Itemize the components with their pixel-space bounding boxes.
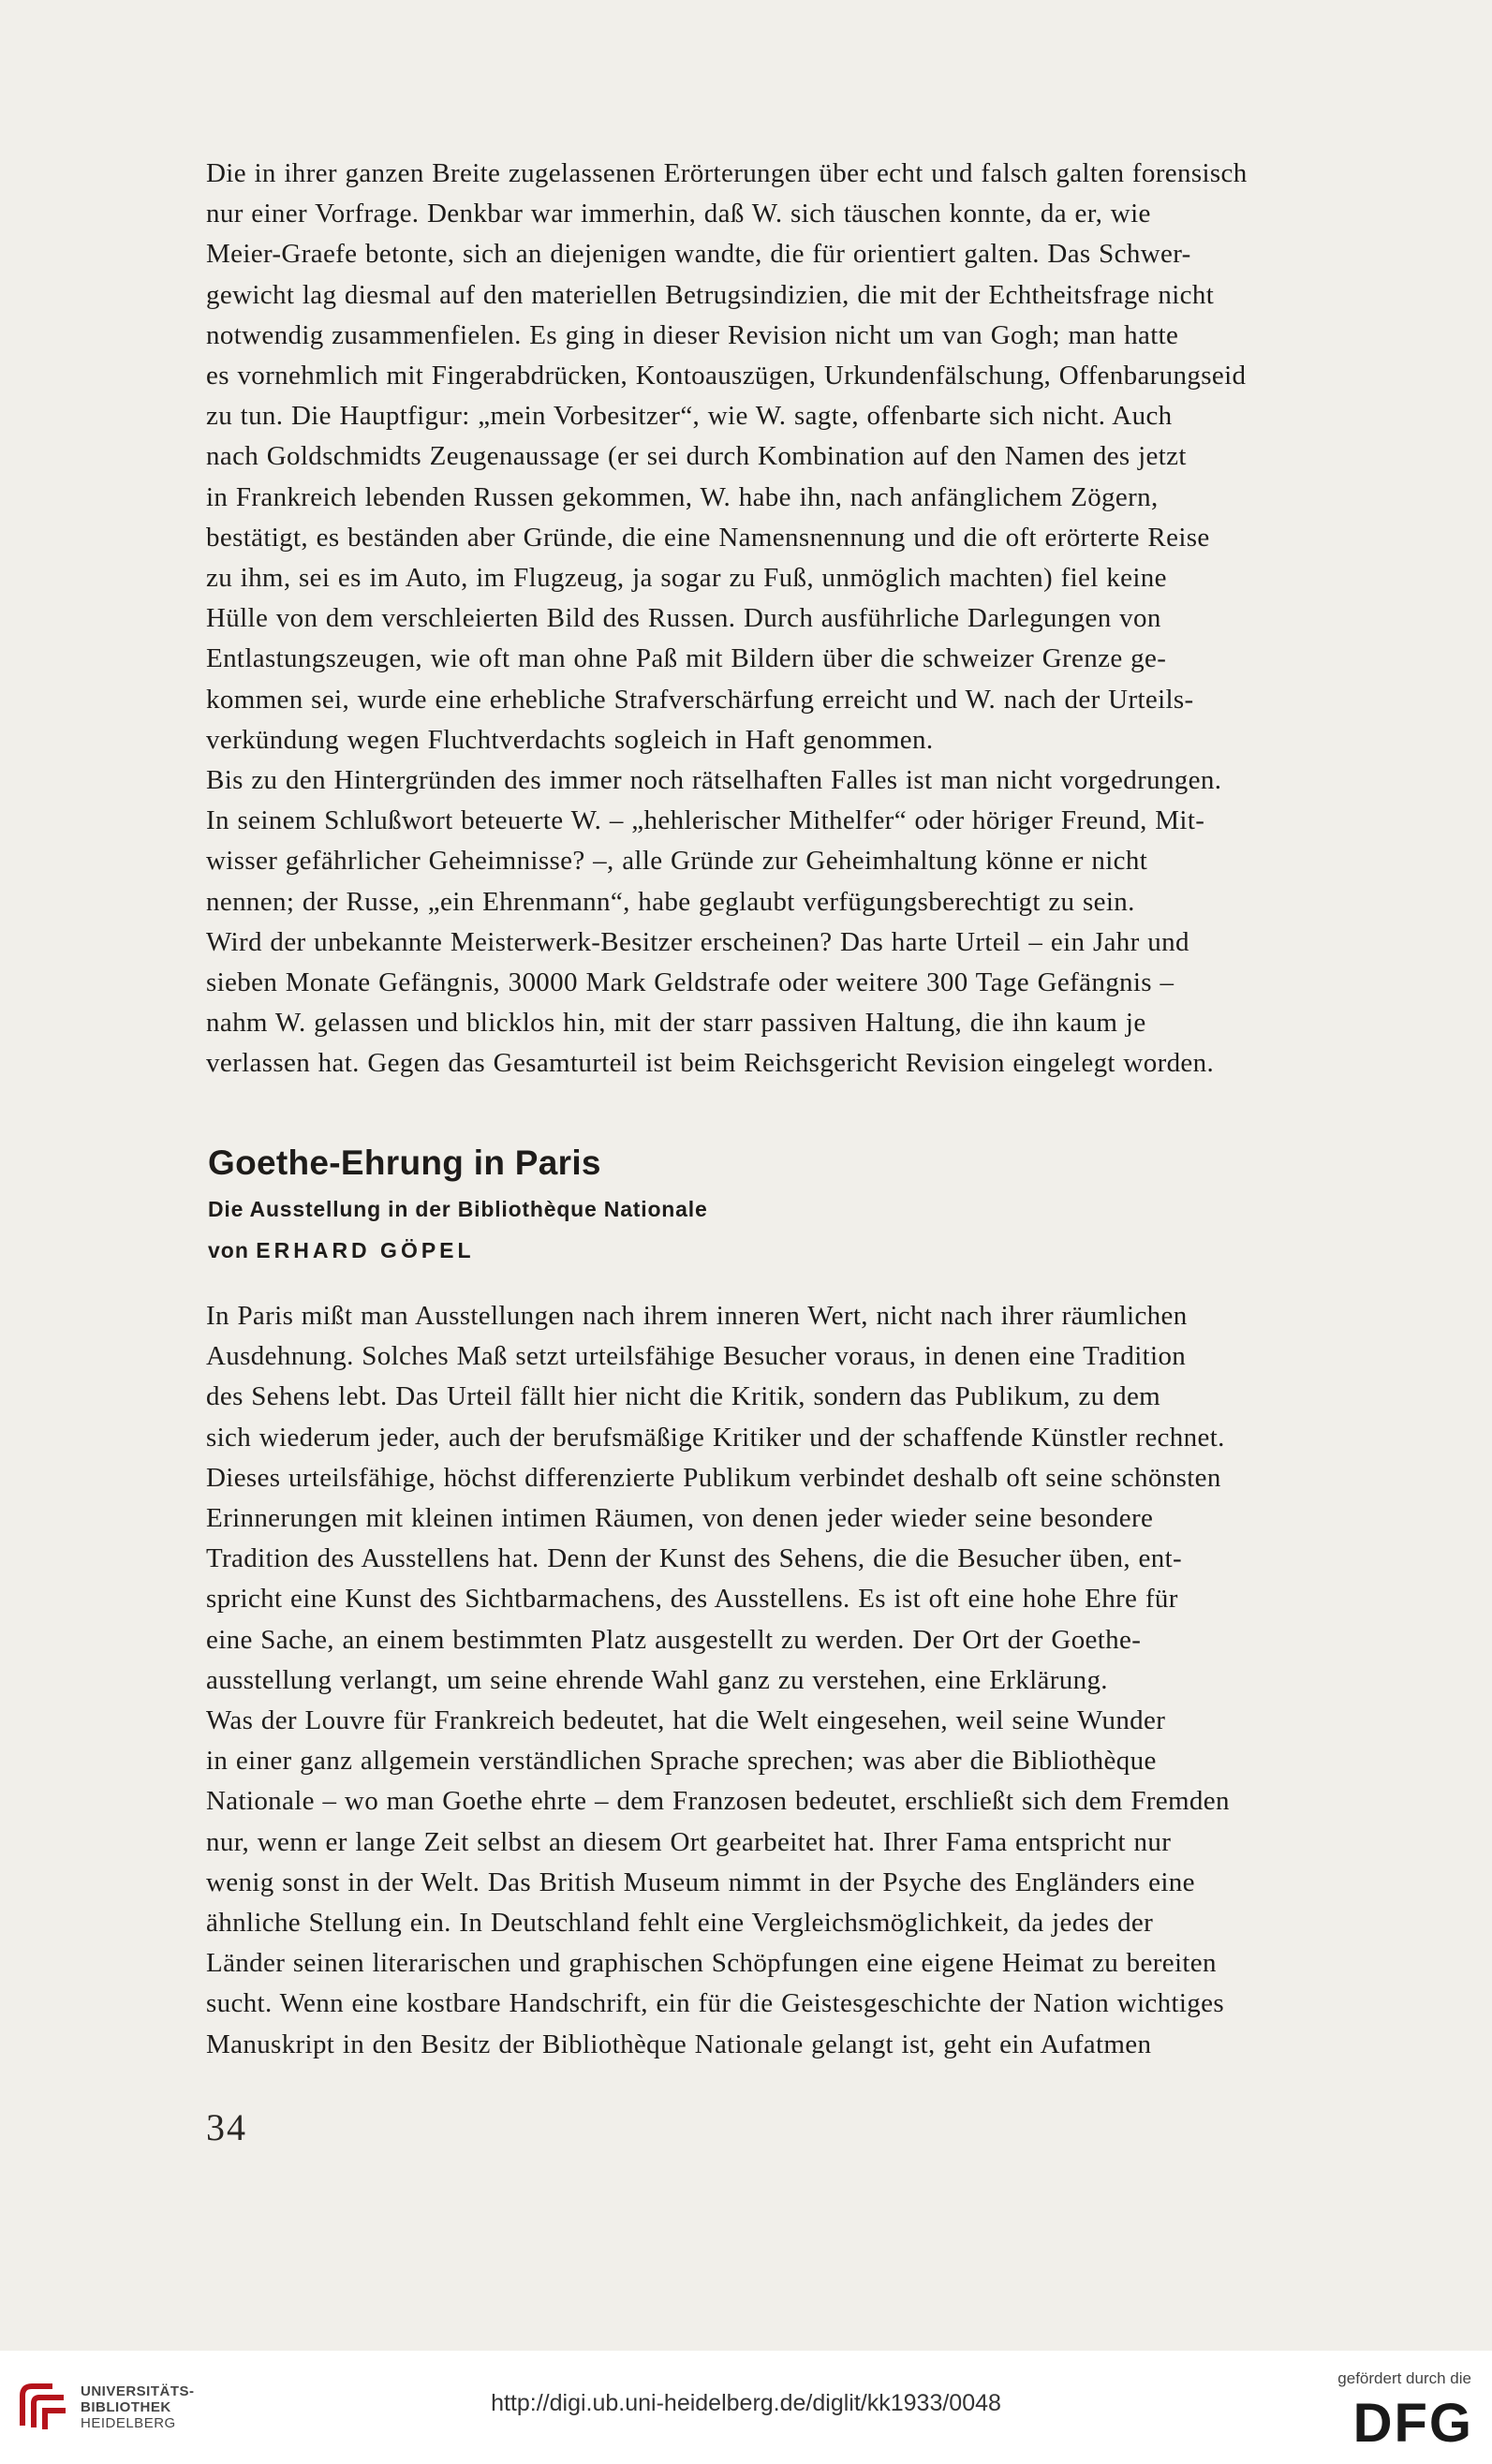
funder-label: gefördert durch die bbox=[1337, 2369, 1471, 2387]
article-subtitle: Die Ausstellung in der Bibliothèque Nationale bbox=[208, 1197, 708, 1221]
article-body bbox=[206, 1296, 1440, 2065]
article-continuation bbox=[206, 154, 1440, 1084]
page-number: 34 bbox=[206, 2106, 247, 2148]
paragraph: Was der Louvre für Frankreich bedeutet, hat die Welt eingesehen, weil seine Wunder in einer ganz allgemein verständlichen Sprache sprechen; was aber die Bibliothèque Nationale – wo man Goethe ehrte – dem Franzosen bedeutet, erschließt sich dem Fremden nur, wenn er lange Zeit selbst an diesem Ort gearbeitet hat. Ihrer Fama entspricht nur wenig sonst in der Welt. Das British Museum nimmt in der Psyche des Engländers eine ähnliche Stellung ein. In Deutschland fehlt eine Vergleichsmöglichkeit, da jedes der Länder seinen literarischen und graphischen Schöpfungen eine eigene Heimat zu bereiten sucht. Wenn eine kostbare Handschrift, ein für die Geistesgeschichte der Nation wichtiges Manuskript in den Besitz der Bibliothèque Nationale gelangt ist, geht ein Aufatmen bbox=[206, 1705, 1230, 2059]
article-heading bbox=[208, 1141, 1426, 1266]
article-byline bbox=[208, 1234, 1426, 1266]
footer-bar bbox=[0, 2351, 1492, 2464]
paragraph: Wird der unbekannte Meisterwerk-Besitzer erscheinen? Das harte Urteil – ein Jahr und sieben Monate Gefängnis, 30000 Mark Geldstrafe oder weitere 300 Tage Gefängnis – nahm W. gelassen und blicklos hin, mit der starr passiven Haltung, die ihn kaum je verlassen hat. Gegen das Gesamturteil ist beim Reichsgericht Revision eingelegt worden. bbox=[206, 926, 1215, 1079]
byline-prefix: von bbox=[208, 1238, 249, 1262]
dfg-logo[interactable]: DFG bbox=[1352, 2393, 1473, 2454]
paragraph: Die in ihrer ganzen Breite zugelassenen Erörterungen über echt und falsch galten forensisch nur einer Vorfrage. Denkbar war immerhin, daß W. sich täuschen konnte, da er, wie Meier-Graefe betonte, sich an diejenigen wandte, die für orientiert galten. Das Schwer- gewicht lag diesmal auf den materiellen Betrugsindizien, die mit der Echtheitsfrage nicht notwendig zusammenfielen. Es ging in dieser Revision nicht um van Gogh; man hatte es vornehmlich mit Fingerabdrücken, Kontoauszügen, Urkundenfälschung, Offenbarungseid zu tun. Die Hauptfigur: „mein Vorbesitzer“, wie W. sagte, offenbarte sich nicht. Auch nach Goldschmidts Zeugenaussage (er sei durch Kombination auf den Namen des jetzt in Frankreich lebenden Russen gekommen, W. habe ihn, nach anfänglichem Zögern, bestätigt, es beständen aber Gründe, die eine Namensnennung und die oft erörterte Reise zu ihm, sei es im Auto, im Flugzeug, ja sogar zu Fuß, unmöglich machten) fiel keine Hülle von dem verschleierten Bild des Russen. Durch ausführliche Darlegungen von Entlastungszeugen, wie oft man ohne Paß mit Bildern über die schweizer Grenze ge- kommen sei, wurde eine erhebliche Strafverschärfung erreicht und W. nach der Urteils- verkündung wegen Fluchtverdachts sogleich in Haft genommen. bbox=[206, 158, 1248, 755]
institution-line: HEIDELBERG bbox=[81, 2415, 176, 2431]
author-name: ERHARD GÖPEL bbox=[256, 1238, 475, 1262]
article-title: Goethe-Ehrung in Paris bbox=[208, 1143, 601, 1182]
institution-line: UNIVERSITÄTS- bbox=[81, 2383, 195, 2399]
paragraph: Bis zu den Hintergründen des immer noch rätselhaften Falles ist man nicht vorgedrungen. In seinem Schlußwort beteuerte W. – „hehlerischer Mithelfer“ oder höriger Freund, Mit- wisser gefährlicher Geheimnisse? –, alle Gründe zur Geheimhaltung könne er nicht nennen; der Russe, „ein Ehrenmann“, habe geglaubt verfügungsberechtigt zu sein. bbox=[206, 765, 1222, 917]
paragraph: In Paris mißt man Ausstellungen nach ihrem inneren Wert, nicht nach ihrer räumlichen Ausdehnung. Solches Maß setzt urteilsfähige Besucher voraus, in denen eine Tradition des Sehens lebt. Das Urteil fällt hier nicht die Kritik, sondern das Publikum, zu dem sich wiederum jeder, auch der berufsmäßige Kritiker und der schaffende Künstler rechnet. Dieses urteilsfähige, höchst differenzierte Publikum verbindet deshalb oft seine schönsten Erinnerungen mit kleinen intimen Räumen, von denen jeder wieder seine besondere Tradition des Ausstellens hat. Denn der Kunst des Sehens, die die Besucher üben, ent- spricht eine Kunst des Sichtbarmachens, des Ausstellens. Es ist oft eine hohe Ehre für eine Sache, an einem bestimmten Platz ausgestellt zu werden. Der Ort der Goethe- ausstellung verlangt, um seine ehrende Wahl ganz zu verstehen, eine Erklärung. bbox=[206, 1301, 1225, 1695]
institution-line: BIBLIOTHEK bbox=[81, 2399, 171, 2415]
permalink-url[interactable]: http://digi.ub.uni-heidelberg.de/diglit/kk1933/0048 bbox=[491, 2390, 1001, 2416]
